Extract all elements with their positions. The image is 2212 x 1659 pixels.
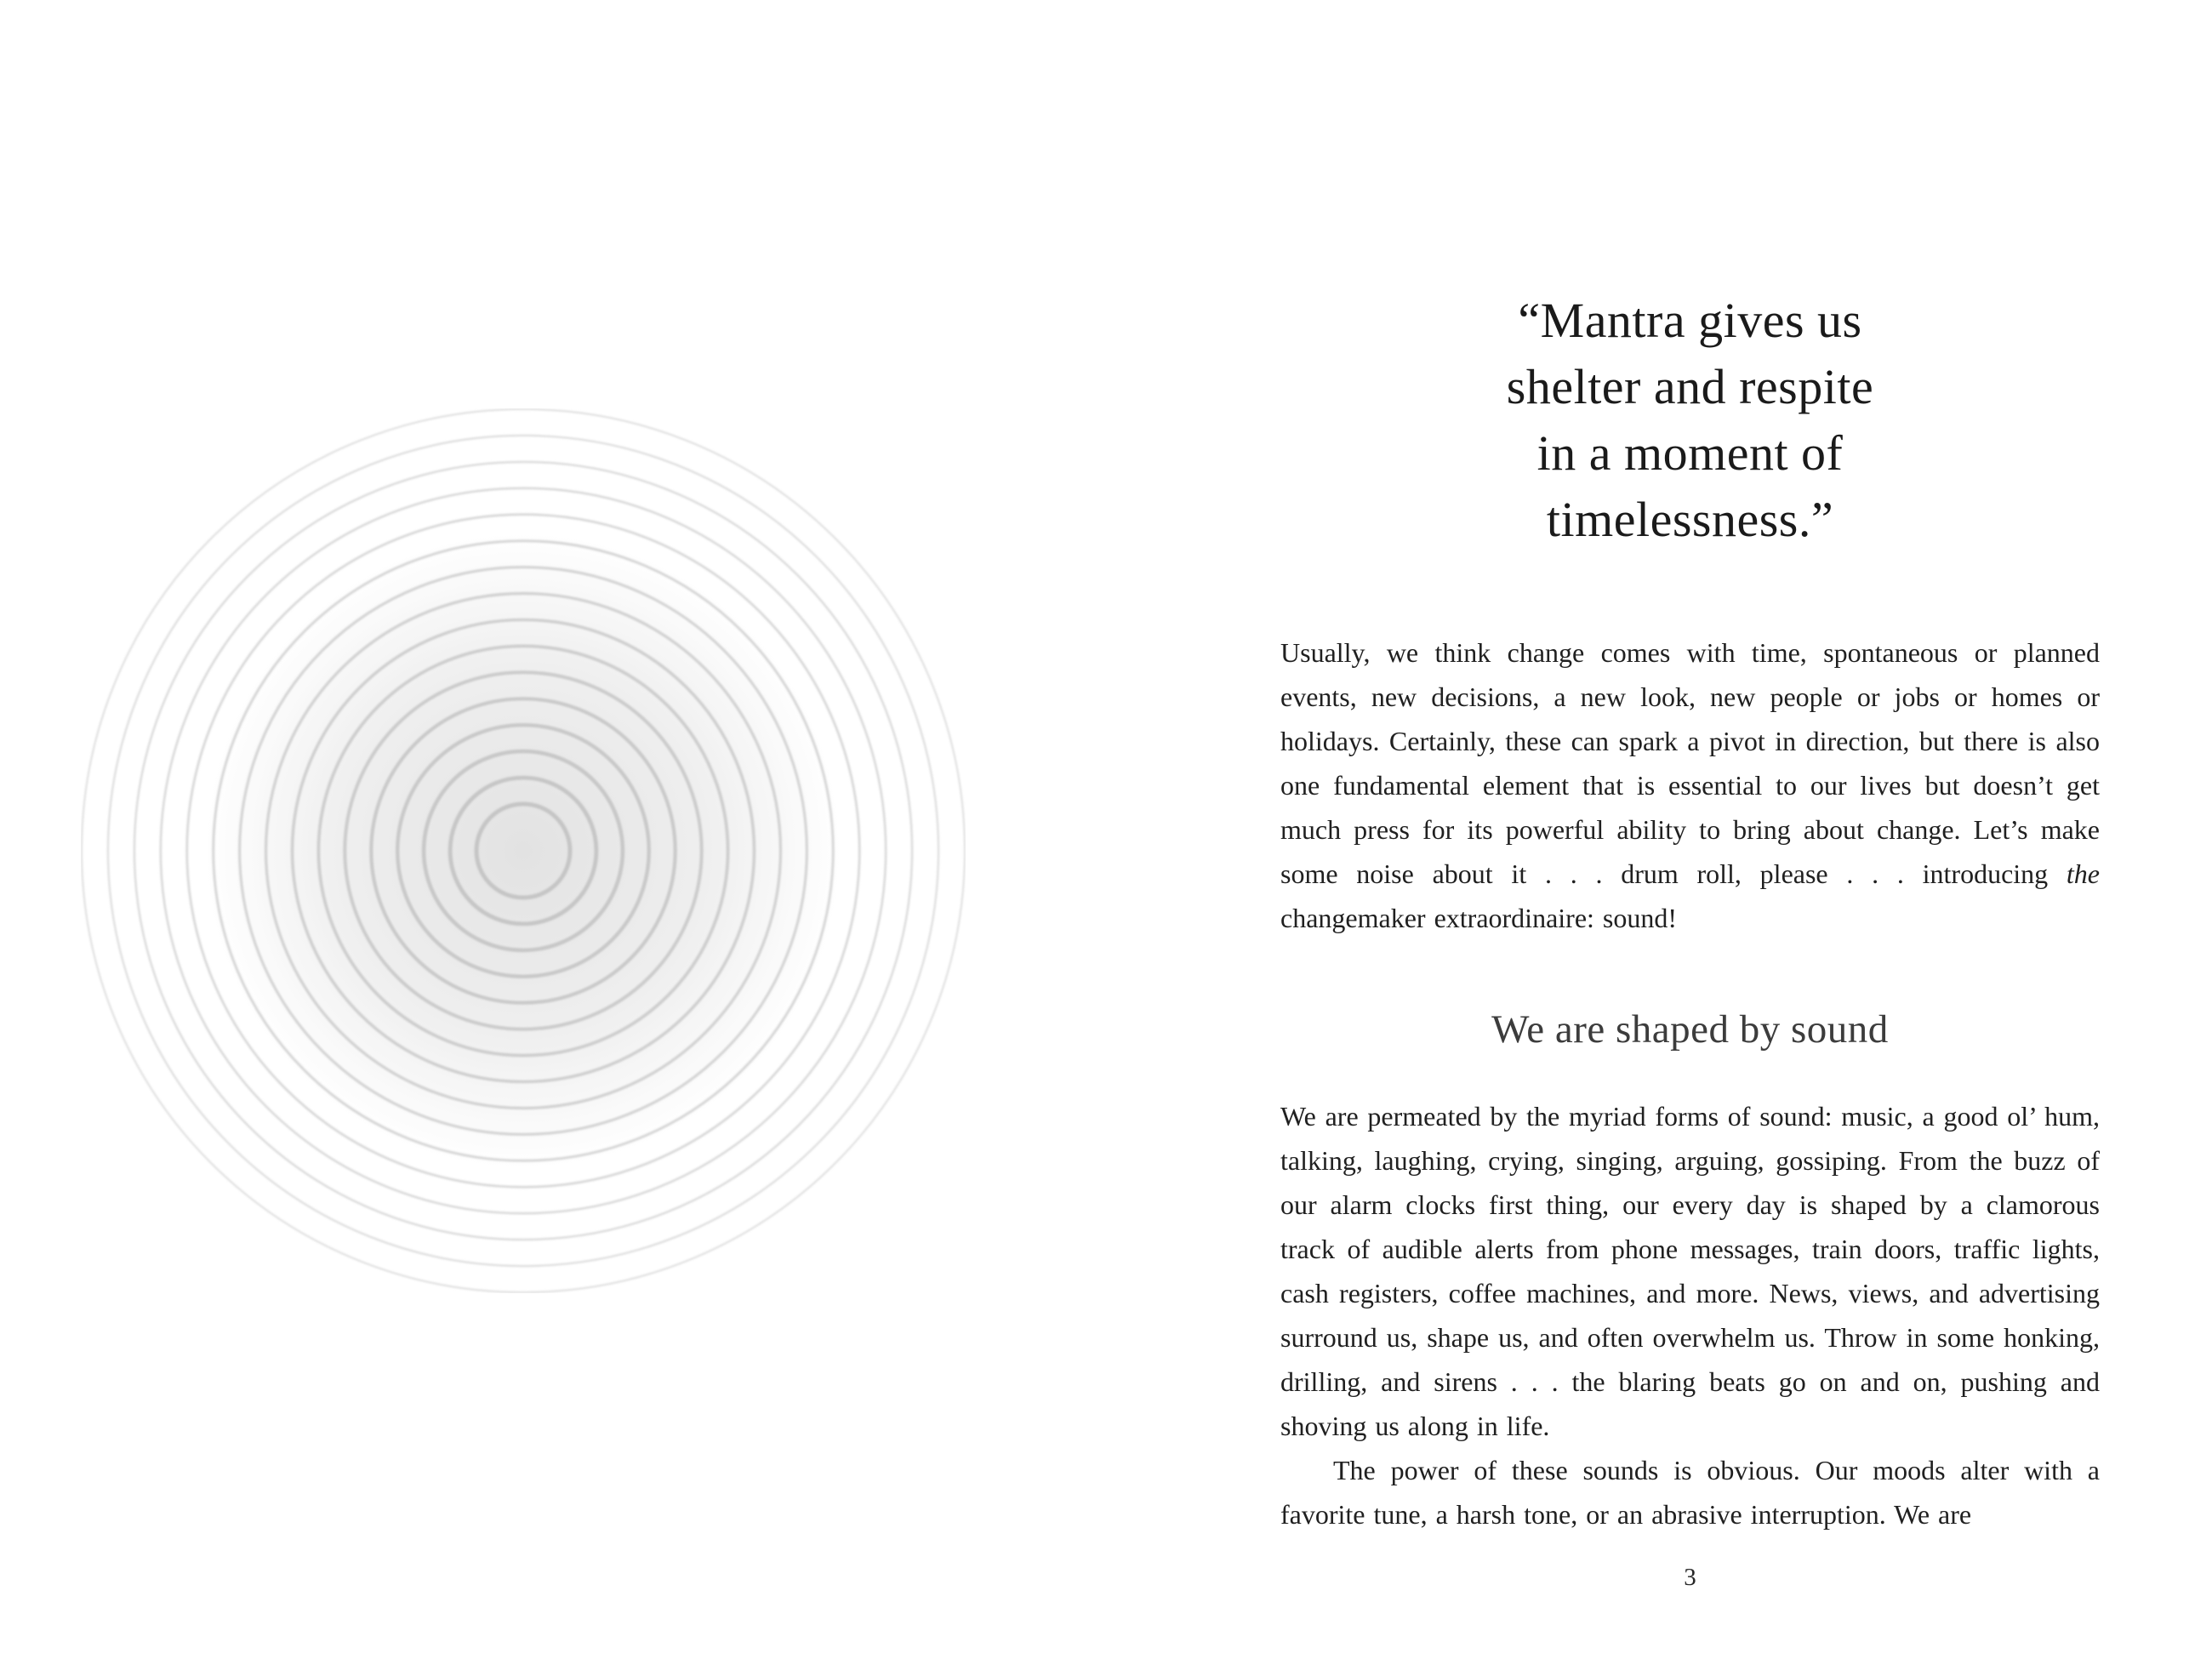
ripple-figure-svg xyxy=(81,408,966,1293)
body-paragraph-2: The power of these sounds is obvious. Our moods alter with a favorite tune, a harsh tone, or an abrasive interruption. We are xyxy=(1280,1455,2100,1530)
right-page xyxy=(1280,0,2100,1659)
pull-quote-line: timelessness.” xyxy=(1546,492,1834,547)
intro-text-start: Usually, we think change comes with time, spontaneous or planned events, new decisions, a new look, new people or jobs or homes or holidays. Certainly, these can spark a pivot in direction, but there is also one fundamental element that is essential to our lives but doesn’t get much press for its powerful ability to bring about change. Let’s make some noise about it . . . drum roll, please . . . introducing xyxy=(1280,637,2100,889)
pull-quote xyxy=(1280,288,2100,553)
intro-text-end: changemaker extraordinaire: sound! xyxy=(1280,903,1678,933)
intro-italic-word: the xyxy=(2066,858,2100,889)
section-body xyxy=(1280,1094,2100,1536)
pull-quote-line: in a moment of xyxy=(1536,425,1844,481)
pull-quote-line: “Mantra gives us xyxy=(1518,293,1862,348)
pull-quote-line: shelter and respite xyxy=(1506,359,1874,414)
intro-paragraph xyxy=(1280,630,2100,940)
section-heading: We are shaped by sound xyxy=(1491,1007,1889,1052)
body-paragraph-1: We are permeated by the myriad forms of sound: music, a good ol’ hum, talking, laughing, crying, singing, arguing, gossiping. From the buzz of our alarm clocks first thing, our every day is shaped by a clamorous track of audible alerts from phone messages, train doors, traffic lights, cash registers, coffee machines, and more. News, views, and advertising surround us, shape us, and often overwhelm us. Throw in some honking, drilling, and sirens . . . the blaring beats go on and on, pushing and shoving us along in life. xyxy=(1280,1101,2100,1441)
page-number: 3 xyxy=(1684,1564,1696,1591)
